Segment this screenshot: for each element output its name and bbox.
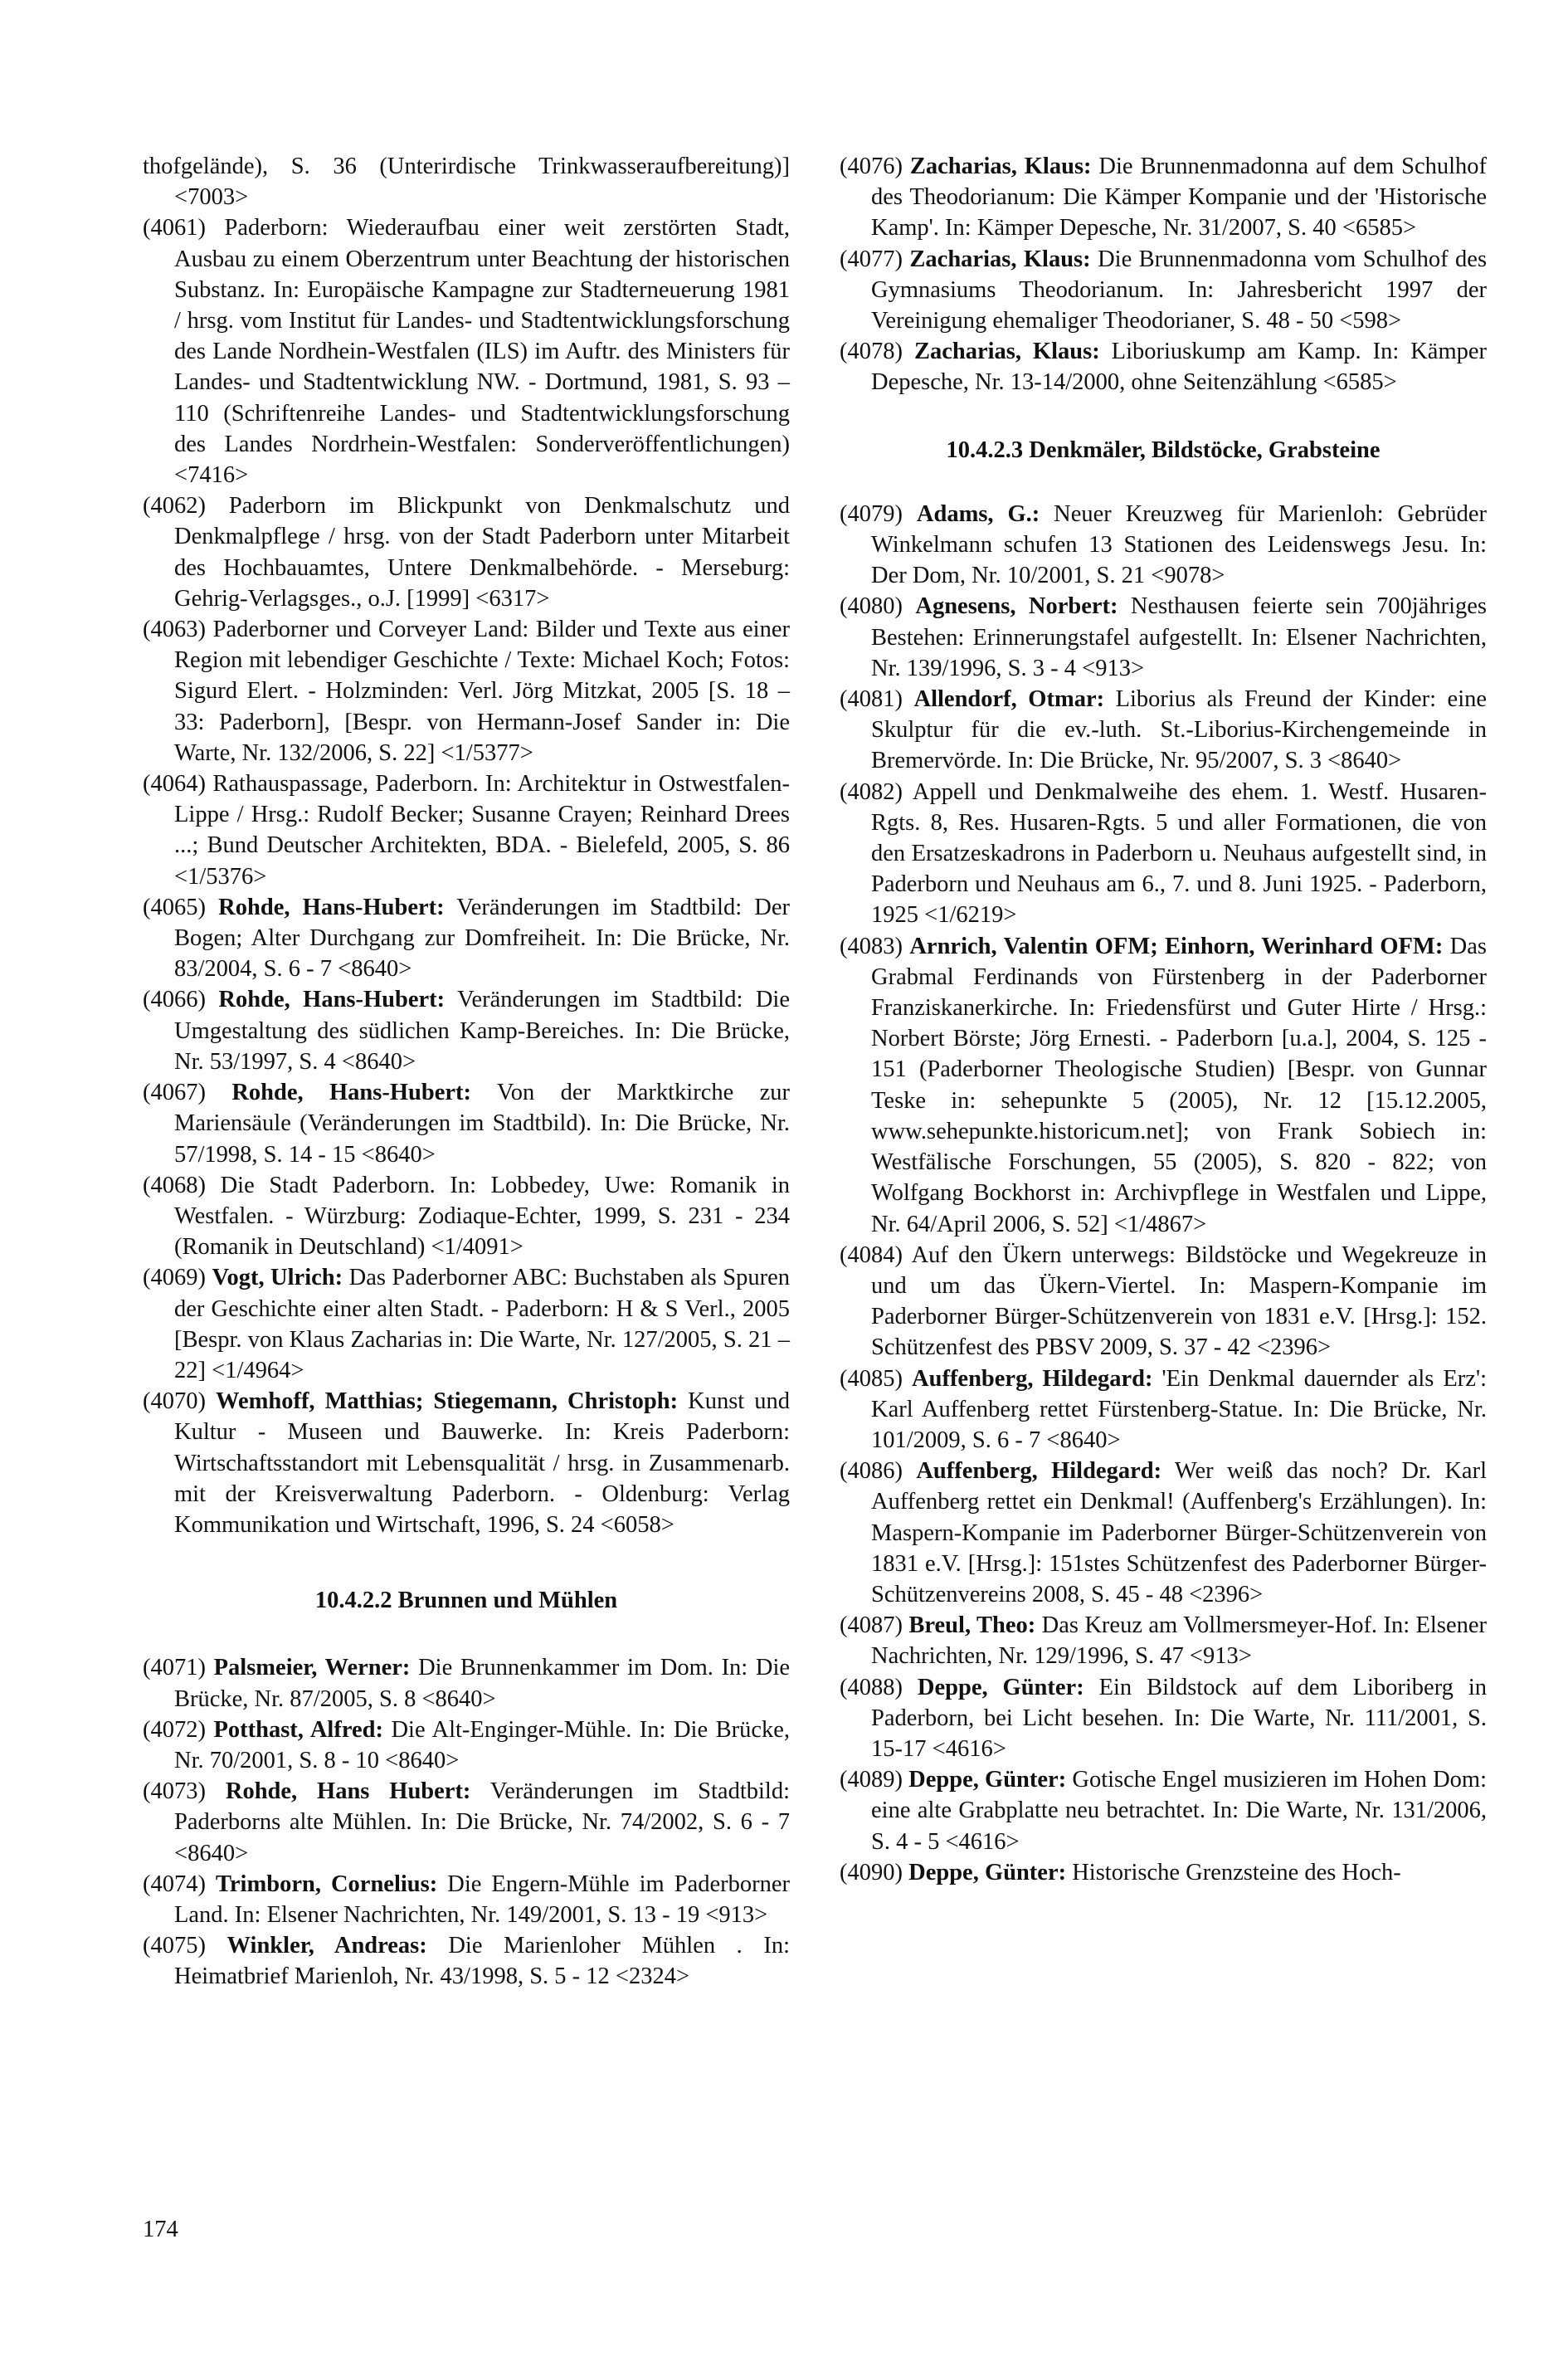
bibliography-entry — [840, 684, 1487, 777]
entry-author: Vogt, Ulrich: — [212, 1265, 343, 1291]
bibliography-entry — [143, 151, 790, 212]
entry-number: (4068) — [143, 1172, 206, 1198]
entry-text: Historische Grenzsteine des Hoch- — [1072, 1859, 1401, 1885]
entry-text: Appell und Denkmalweihe des ehem. 1. Westf. Husaren-Rgts. 8, Res. Husaren-Rgts. 5 und aller Formationen, die von den Ersatzeskadrons in Paderborn u. Neuhaus aufgestellt sind, in Paderborn und Neuhaus am 6., 7. und 8. Juni 1925. - Paderborn, 1925 <1/6219> — [871, 778, 1487, 929]
entry-text: Veränderungen im Stadtbild: Die Umgestaltung des südlichen Kamp-Bereiches. In: Die Brücke, Nr. 53/1997, S. 4 <8640> — [174, 987, 790, 1075]
entry-text: Paderborn: Wiederaufbau einer weit zerstörten Stadt, Ausbau zu einem Oberzentrum unter Beachtung der historischen Substanz. In: Europäische Kampagne zur Stadterneuerung 1981 / hrsg. vom Institut für Landes- und Stadtentwicklungsforschung des Lande Nordhein-Westfalen (ILS) im Auftr. des Ministers für Landes- und Stadtentwicklung NW. - Dortmund, 1981, S. 93 – 110 (Schriftenreihe Landes- und Stadtentwicklungsforschung des Landes Nordrhein-Westfalen: Sonderveröffentlichungen) <7416> — [174, 215, 791, 489]
entry-author: Winkler, Andreas: — [226, 1933, 427, 1959]
entry-number: (4070) — [143, 1388, 206, 1415]
entry-author: Auffenberg, Hildegard: — [912, 1365, 1153, 1392]
entry-text: Paderborn im Blickpunkt von Denkmalschutz und Denkmalpflege / hrsg. von der Stadt Paderborn unter Mitarbeit des Hochbauamtes, Untere Denkmalbehörde. - Merseburg: Gehrig-Verlagsges., o.J. [1999] <6317> — [174, 493, 790, 612]
right-column — [840, 151, 1487, 1888]
entry-number: (4078) — [840, 339, 903, 365]
entry-text: Von der Marktkirche zur Mariensäule (Veränderungen im Stadtbild). In: Die Brücke, Nr. 57/1998, S. 14 - 15 <8640> — [174, 1080, 790, 1168]
entry-number: (4089) — [840, 1767, 903, 1793]
entry-text: Das Grabmal Ferdinands von Fürstenberg in der Paderborner Franziskanerkirche. In: Friedensfürst und Guter Hirte / Hrsg.: Norbert Börste; Jörg Ernesti. - Paderborn [u.a.], 2004, S. 125 - 151 (Paderborner Theologische Studien) [Bespr. von Gunnar Teske in: sehepunkte 5 (2005), Nr. 12 [15.12.2005, www.sehepunkte.historicum.net]; von Frank Sobiech in: Westfälische Forschungen, 55 (2005), S. 820 - 822; von Wolfgang Bockhorst in: Archivpflege in Westfalen und Lippe, Nr. 64/April 2006, S. 52] <1/4867> — [871, 933, 1487, 1237]
page-number: 174 — [143, 2217, 178, 2242]
entry-author: Auffenberg, Hildegard: — [916, 1458, 1162, 1485]
bibliography-entry — [143, 1386, 790, 1540]
entry-text: Die Alt-Enginger-Mühle. In: Die Brücke, Nr. 70/2001, S. 8 - 10 <8640> — [174, 1716, 791, 1773]
entry-text: Veränderungen im Stadtbild: Der Bogen; Alter Durchgang zur Domfreiheit. In: Die Brücke, Nr. 83/2004, S. 6 - 7 <8640> — [174, 894, 791, 983]
entry-text: Veränderungen im Stadtbild: Paderborns alte Mühlen. In: Die Brücke, Nr. 74/2002, S. 6 - 7 <8640> — [174, 1778, 790, 1866]
entry-author: Adams, G.: — [916, 500, 1040, 527]
entry-author: Palsmeier, Werner: — [213, 1655, 411, 1681]
left-entries-a — [143, 151, 790, 1540]
left-column — [143, 151, 790, 1993]
entry-number: (4088) — [840, 1674, 903, 1700]
entry-number: (4086) — [840, 1458, 903, 1485]
entry-text: Nesthausen feierte sein 700jähriges Bestehen: Erinnerungstafel aufgestellt. In: Elsener Nachrichten, Nr. 139/1996, S. 3 - 4 <913> — [871, 593, 1487, 681]
entry-number: (4062) — [143, 493, 206, 520]
entry-number: (4061) — [143, 215, 206, 241]
entry-author: Trimborn, Cornelius: — [216, 1871, 438, 1897]
entry-author: Zacharias, Klaus: — [913, 339, 1100, 365]
left-entries-b — [143, 1652, 790, 1992]
section-heading-denkmaeler: 10.4.2.3 Denkmäler, Bildstöcke, Grabsteine — [946, 437, 1381, 463]
right-entries-a — [840, 151, 1487, 398]
entry-number: (4066) — [143, 987, 206, 1013]
entry-number: (4065) — [143, 894, 206, 920]
section-heading-brunnen: 10.4.2.2 Brunnen und Mühlen — [314, 1588, 618, 1614]
bibliography-entry — [840, 1857, 1487, 1888]
entry-number: (4075) — [143, 1933, 206, 1959]
bibliography-entry — [143, 1170, 790, 1263]
bibliography-entry — [840, 931, 1487, 1240]
entry-text: Die Brunnenmadonna auf dem Schulhof des Theodorianum: Die Kämper Kompanie und der 'Historische Kamp'. In: Kämper Depesche, Nr. 31/2007, S. 40 <6585> — [871, 154, 1488, 241]
entry-author: Deppe, Günter: — [908, 1767, 1067, 1793]
entry-number: (4073) — [143, 1778, 206, 1805]
bibliography-entry — [143, 1930, 790, 1992]
entry-number: (4076) — [840, 154, 903, 179]
entry-text: Wer weiß das noch? Dr. Karl Auffenberg rettet ein Denkmal! (Auffenberg's Erzählungen). In: Maspern-Kompanie im Paderborner Bürger-Schützenverein von 1831 e.V. [Hrsg.]: 151stes Schützenfest des Paderborner Bürger-Schützenvereins 2008, S. 45 - 48 <2396> — [871, 1458, 1487, 1607]
entry-text: Das Paderborner ABC: Buchstaben als Spuren der Geschichte einer alten Stadt. - Paderborn: H & S Verl., 2005 [Bespr. von Klaus Zacharias in: Die Warte, Nr. 127/2005, S. 21 – 22] <1/4964> — [174, 1265, 791, 1383]
entry-author: Wemhoff, Matthias; Stiegemann, Christoph: — [216, 1388, 679, 1415]
entry-text: Gotische Engel musizieren im Hohen Dom: eine alte Grabplatte neu betrachtet. In: Die Warte, Nr. 131/2006, S. 4 - 5 <4616> — [871, 1767, 1488, 1855]
bibliography-entry — [840, 244, 1487, 337]
entry-author: Rohde, Hans Hubert: — [225, 1778, 471, 1805]
entry-author: Zacharias, Klaus: — [909, 246, 1091, 272]
entry-author: Breul, Theo: — [908, 1612, 1036, 1639]
bibliography-entry — [840, 1363, 1487, 1456]
entry-text: Die Stadt Paderborn. In: Lobbedey, Uwe: Romanik in Westfalen. - Würzburg: Zodiaque-Echter, 1999, S. 231 - 234 (Romanik in Deutschland) <1/4091> — [174, 1172, 790, 1261]
entry-text: Kunst und Kultur - Museen und Bauwerke. In: Kreis Paderborn: Wirtschaftsstandort mit Lebensqualität / hrsg. in Zusammenarb. mit der Kreisverwaltung Paderborn. - Oldenburg: Verlag Kommunikation und Wirtschaft, 1996, S. 24 <6058> — [174, 1388, 791, 1538]
entry-number: (4090) — [840, 1859, 903, 1885]
entry-number: (4085) — [840, 1365, 903, 1392]
bibliography-entry — [840, 151, 1487, 244]
bibliography-entry — [143, 490, 790, 614]
entry-text: Die Engern-Mühle im Paderborner Land. In: Elsener Nachrichten, Nr. 149/2001, S. 13 - 19 <913> — [174, 1871, 791, 1928]
entry-author: Rohde, Hans-Hubert: — [218, 894, 445, 920]
bibliography-entry — [840, 1764, 1487, 1857]
bibliography-entry — [143, 614, 790, 768]
entry-author: Rohde, Hans-Hubert: — [218, 987, 446, 1013]
bibliography-entry — [840, 1456, 1487, 1610]
entry-text: Rathauspassage, Paderborn. In: Architektur in Ostwestfalen-Lippe / Hrsg.: Rudolf Becker; Susanne Crayen; Reinhard Drees ...; Bund Deutscher Architekten, BDA. - Bielefeld, 2005, S. 86 <1/5376> — [174, 771, 791, 890]
bibliography-entry — [143, 1776, 790, 1869]
entry-number: (4087) — [840, 1612, 903, 1639]
entry-number: (4079) — [840, 500, 903, 527]
entry-author: Rohde, Hans-Hubert: — [231, 1080, 472, 1106]
bibliography-entry — [143, 1715, 790, 1776]
bibliography-entry — [143, 1652, 790, 1714]
entry-author: Zacharias, Klaus: — [909, 154, 1092, 179]
bibliography-entry — [143, 1869, 790, 1930]
entry-text: Die Brunnenmadonna vom Schulhof des Gymnasiums Theodorianum. In: Jahresbericht 1997 der Vereinigung ehemaliger Theodorianer, S. 48 - 50 <598> — [871, 246, 1488, 334]
entry-author: Deppe, Günter: — [917, 1674, 1084, 1700]
entry-number: (4081) — [840, 686, 903, 713]
bibliography-entry — [143, 892, 790, 985]
entry-text: Liborius als Freund der Kinder: eine Skulptur für die ev.-luth. St.-Liborius-Kirchengemeinde in Bremervörde. In: Die Brücke, Nr. 95/2007, S. 3 <8640> — [871, 686, 1488, 774]
entry-number: (4069) — [143, 1265, 206, 1291]
entry-text: Das Kreuz am Vollmersmeyer-Hof. In: Elsener Nachrichten, Nr. 129/1996, S. 47 <913> — [871, 1612, 1487, 1670]
entry-text: Die Brunnenkammer im Dom. In: Die Brücke, Nr. 87/2005, S. 8 <8640> — [174, 1655, 791, 1712]
entry-author: Allendorf, Otmar: — [913, 686, 1105, 713]
entry-author: Arnrich, Valentin OFM; Einhorn, Werinhard OFM: — [909, 933, 1444, 959]
entry-number: (4082) — [840, 778, 903, 805]
entry-text: Ein Bildstock auf dem Liboriberg in Paderborn, bei Licht besehen. In: Die Warte, Nr. 111/2001, S. 15-17 <4616> — [871, 1674, 1488, 1762]
entry-number: (4077) — [840, 246, 903, 272]
entry-author: Agnesens, Norbert: — [915, 593, 1118, 620]
entry-author: Deppe, Günter: — [908, 1859, 1067, 1885]
entry-number: (4064) — [143, 771, 206, 798]
entry-number: (4072) — [143, 1716, 206, 1743]
bibliography-entry — [840, 1240, 1487, 1363]
entry-number: (4063) — [143, 617, 206, 643]
entry-number: (4071) — [143, 1655, 206, 1681]
bibliography-entry — [143, 984, 790, 1077]
bibliography-entry — [840, 777, 1487, 931]
bibliography-entry — [840, 336, 1487, 398]
entry-text: 'Ein Denkmal dauernder als Erz': Karl Auffenberg rettet Fürstenberg-Statue. In: Die Brücke, Nr. 101/2009, S. 6 - 7 <8640> — [871, 1365, 1488, 1453]
entry-text: Auf den Ükern unterwegs: Bildstöcke und Wegekreuze in und um das Ükern-Viertel. In: Maspern-Kompanie im Paderborner Bürger-Schützenverein von 1831 e.V. [Hrsg.]: 152. Schützenfest des PBSV 2009, S. 37 - 42 <2396> — [871, 1241, 1487, 1361]
entry-text: Liboriuskump am Kamp. In: Kämper Depesche, Nr. 13-14/2000, ohne Seitenzählung <6585> — [871, 339, 1487, 396]
entry-text: Paderborner und Corveyer Land: Bilder und Texte aus einer Region mit lebendiger Geschichte / Texte: Michael Koch; Fotos: Sigurd Elert. - Holzminden: Verl. Jörg Mitzkat, 2005 [S. 18 – 33: Paderborn], [Bespr. von Hermann-Josef Sander in: Die Warte, Nr. 132/2006, S. 22] <1/5377> — [174, 617, 790, 766]
entry-text: Die Marienloher Mühlen . In: Heimatbrief Marienloh, Nr. 43/1998, S. 5 - 12 <2324> — [174, 1933, 791, 1990]
bibliography-entry — [840, 499, 1487, 592]
bibliography-entry — [143, 212, 790, 490]
bibliography-entry — [143, 1262, 790, 1386]
entry-text: Neuer Kreuzweg für Marienloh: Gebrüder Winkelmann schufen 13 Stationen des Leidenswegs Jesu. In: Der Dom, Nr. 10/2001, S. 21 <9078> — [871, 500, 1488, 589]
bibliography-entry — [840, 1610, 1487, 1671]
entry-text: thofgelände), S. 36 (Unterirdische Trinkwasseraufbereitung)] <7003> — [143, 154, 790, 211]
entry-number: (4083) — [840, 933, 903, 959]
bibliography-entry — [143, 768, 790, 892]
bibliography-entry — [143, 1077, 790, 1170]
entry-number: (4074) — [143, 1871, 206, 1897]
entry-author: Potthast, Alfred: — [213, 1716, 383, 1743]
entry-number: (4067) — [143, 1080, 206, 1106]
entry-number: (4080) — [840, 593, 903, 620]
bibliography-entry — [840, 1672, 1487, 1765]
right-entries-b — [840, 499, 1487, 1888]
entry-number: (4084) — [840, 1241, 903, 1268]
bibliography-entry — [840, 591, 1487, 684]
